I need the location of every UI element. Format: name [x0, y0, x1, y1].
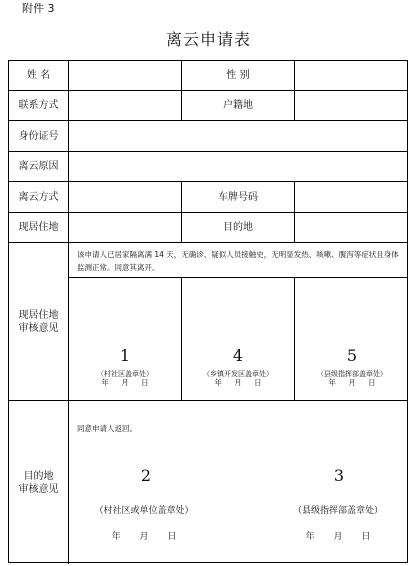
destination-label: 目的地	[182, 213, 295, 242]
reason-label: 离云原因	[9, 152, 69, 181]
hukou-label: 户籍地	[182, 91, 295, 120]
name-label: 姓 名	[9, 61, 69, 90]
stamp-caption-5: （县级指挥部盖章处）	[317, 370, 387, 378]
form-title: 离云申请表	[165, 30, 251, 49]
stamp-date-1: 年 月 日	[101, 378, 149, 387]
row-name-gender	[9, 61, 407, 91]
row-phone-hukou	[9, 91, 407, 121]
reason-field[interactable]	[69, 152, 409, 181]
row-mode-plate	[9, 182, 407, 213]
residence-review-content	[69, 243, 407, 400]
stamp-caption-3[interactable]: （县级指挥部盖章处）	[292, 506, 383, 516]
residence-stamp-row	[69, 277, 407, 400]
name-field[interactable]	[69, 61, 182, 90]
stamp-number-2: 2	[140, 466, 152, 485]
destination-review-label: 目的地 审核意见	[9, 401, 69, 564]
residence-review-text: 该申请人已居家隔离满 14 天，无确诊、疑似人员接触史，无明显发热、咳嗽、腹泻等症状且身体监测正常。同意其离开。	[77, 250, 399, 272]
stamp-township-4[interactable]	[182, 278, 295, 400]
hukou-field[interactable]	[295, 91, 409, 120]
stamp-number-3: 3	[333, 466, 345, 485]
residence-field[interactable]	[69, 213, 182, 242]
id-label: 身份证号	[9, 121, 69, 151]
destination-field[interactable]	[295, 213, 409, 242]
residence-review-label: 现居住地 审核意见	[9, 243, 69, 400]
row-residence-destination	[9, 213, 407, 243]
stamp-caption-4: （乡镇开发区盖章处）	[203, 370, 273, 378]
stamp-date-5: 年 月 日	[328, 378, 376, 387]
stamp-number-4: 4	[232, 346, 244, 365]
attachment-label: 附件 3	[22, 2, 55, 15]
stamp-county-5[interactable]	[295, 278, 409, 400]
application-form	[8, 60, 408, 563]
row-reason	[9, 152, 407, 182]
mode-field[interactable]	[69, 182, 182, 212]
destination-review-content	[69, 401, 407, 564]
phone-field[interactable]	[69, 91, 182, 120]
id-field[interactable]	[69, 121, 409, 151]
gender-field[interactable]	[295, 61, 409, 90]
destination-review-text: 同意申请人返回。	[77, 424, 137, 433]
stamp-date-3: 年 月 日	[305, 532, 371, 542]
phone-label: 联系方式	[9, 91, 69, 120]
stamp-village-1[interactable]	[69, 278, 182, 400]
stamp-date-2: 年 月 日	[111, 532, 177, 542]
stamp-number-1: 1	[119, 346, 131, 365]
stamp-date-4: 年 月 日	[214, 378, 262, 387]
stamp-caption-2[interactable]: （村社区或单位盖章处）	[94, 506, 194, 516]
gender-label: 性 别	[182, 61, 295, 90]
mode-label: 离云方式	[9, 182, 69, 212]
residence-label: 现居住地	[9, 213, 69, 242]
row-residence-review	[9, 243, 407, 401]
row-id	[9, 121, 407, 152]
plate-label: 车牌号码	[182, 182, 295, 212]
stamp-caption-1: （村社区盖章处）	[97, 370, 153, 378]
stamp-number-5: 5	[346, 346, 358, 365]
row-destination-review	[9, 401, 407, 564]
plate-field[interactable]	[295, 182, 409, 212]
